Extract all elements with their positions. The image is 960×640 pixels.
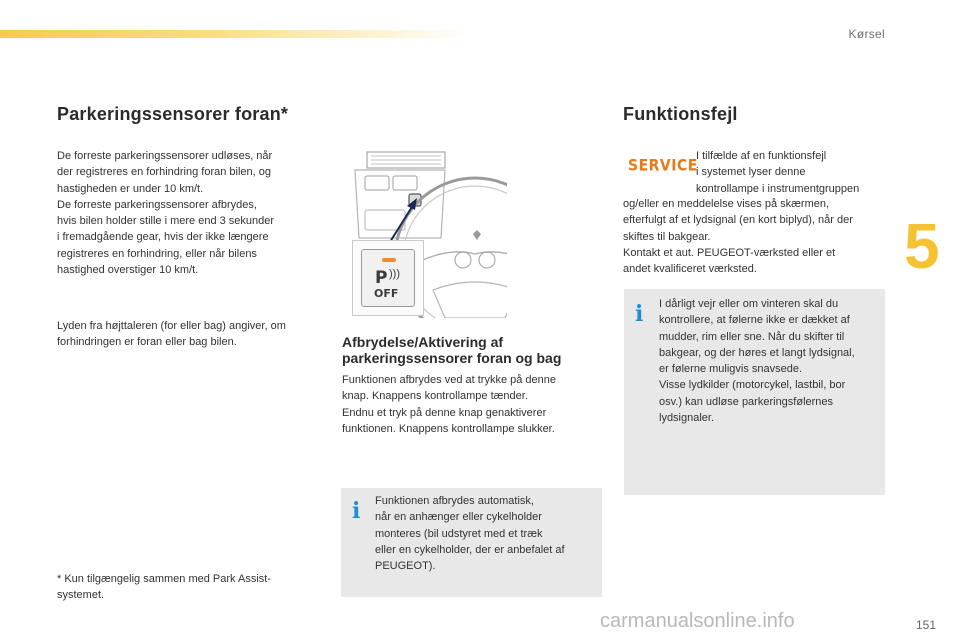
off-label: OFF bbox=[374, 287, 399, 300]
indicator-lamp-icon bbox=[382, 258, 396, 262]
page-number: 151 bbox=[916, 618, 937, 632]
right-info-box bbox=[624, 289, 885, 495]
info-icon: i bbox=[635, 301, 644, 327]
footnote: * Kun tilgængelig sammen med Park Assist- systemet. bbox=[57, 573, 271, 602]
parking-p-icon: P bbox=[375, 268, 388, 288]
parking-sensor-button-illustration bbox=[352, 240, 424, 316]
sensor-wave-icon: ))) bbox=[389, 268, 400, 280]
watermark: carmanualsonline.info bbox=[600, 610, 795, 632]
middle-info-box bbox=[341, 488, 602, 597]
service-warning-icon: SERVICE bbox=[628, 156, 698, 176]
middle-info-text: Funktionen afbrydes automatisk, når en anhænger eller cykelholder monteres (bil udstyret med et træk eller en cykelholder, der er anbefalet af PEUGEOT). bbox=[375, 495, 565, 573]
parking-sensor-off-button[interactable] bbox=[361, 249, 415, 307]
left-title: Parkeringssensorer foran* bbox=[57, 104, 289, 124]
right-info-text: I dårligt vejr eller om vinteren skal du kontrollere, at følerne ikke er dækket af mudder, rim eller sne. Når du skifter til bakgear, og der høres et langt lydsignal, er følerne muligvis snavsede. Visse lydkilder (motorcykel, lastbil, bor osv.) kan udløse parkeringsfølernes lydsignaler. bbox=[659, 298, 855, 425]
section-label: Kørsel bbox=[848, 27, 885, 41]
left-paragraph-1: De forreste parkeringssensorer udløses, når der registreres en forhindring foran bilen, og hastigheden er under 10 km/t. De forreste parkeringssensorer afbrydes, hvis bilen holder stille i mere end 3 sekunder i fremadgående gear, hvis der ikke længere registreres en forhindring, eller når bilens hastighed overstiger 10 km/t. bbox=[57, 150, 275, 277]
right-paragraph-long: og/eller en meddelelse vises på skærmen, efterfulgt af et lydsignal (en kort biplyd), når der skiftes til bakgear. Kontakt et aut. PEUGEOT-værksted eller et andet kvalificeret værksted. bbox=[623, 198, 853, 276]
middle-subtitle: Afbrydelse/Aktivering af parkeringssensorer foran og bag bbox=[342, 334, 562, 366]
header-accent-bar bbox=[0, 30, 470, 38]
right-paragraph-short: I tilfælde af en funktionsfejl i systemet lyser denne kontrollampe i instrumentgruppen bbox=[696, 150, 860, 195]
middle-paragraph: Funktionen afbrydes ved at trykke på denne knap. Knappens kontrollampe tænder. Endnu et tryk på denne knap genaktiverer funktionen. Knappens kontrollampe slukker. bbox=[342, 374, 557, 435]
chapter-number: 5 bbox=[904, 210, 940, 282]
info-icon: i bbox=[352, 498, 361, 524]
left-paragraph-2: Lyden fra højttaleren (for eller bag) angiver, om forhindringen er foran eller bag bilen. bbox=[57, 320, 286, 349]
right-title: Funktionsfejl bbox=[623, 104, 738, 124]
